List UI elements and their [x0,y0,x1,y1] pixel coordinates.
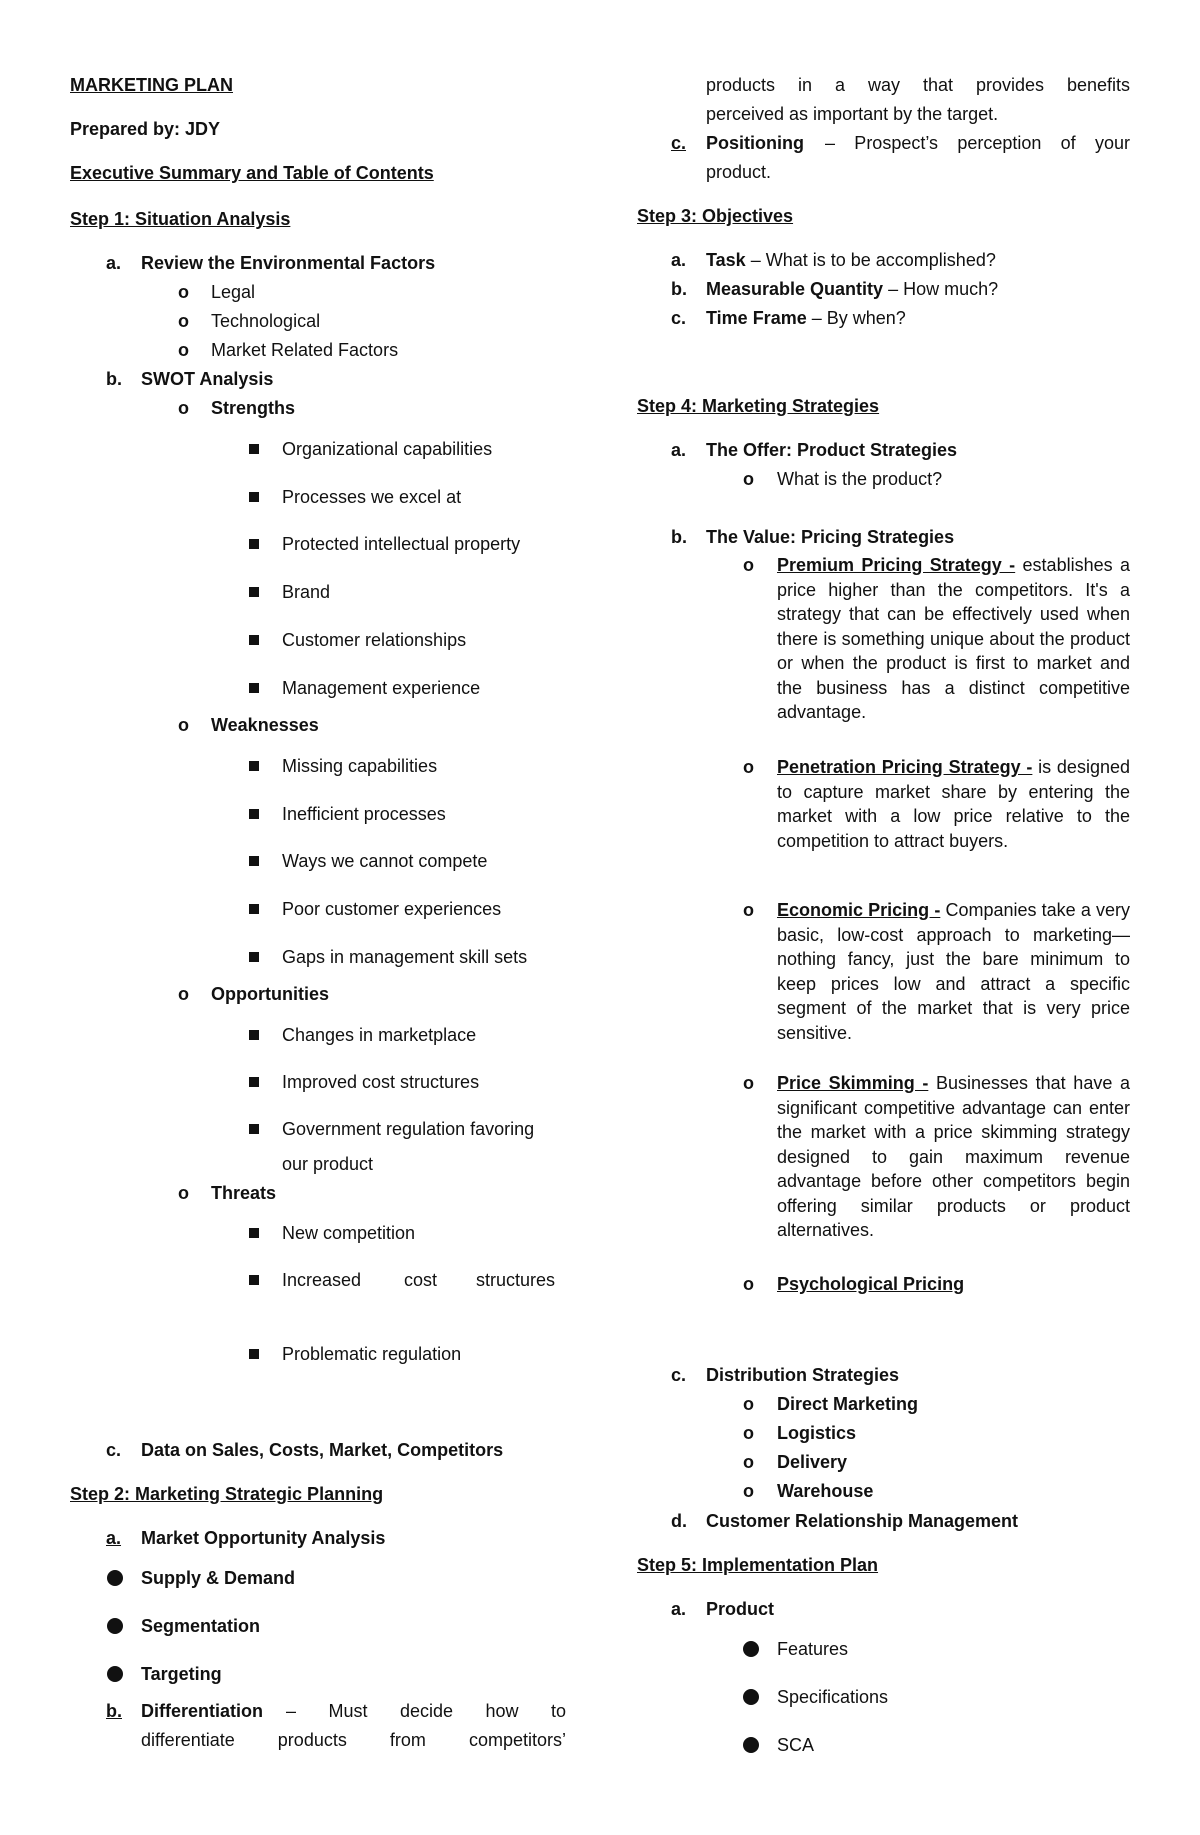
differentiation-text-1: – Must decide how to [286,1701,566,1721]
square-bullet-icon [249,1349,259,1359]
step3-a-marker: a. [671,250,687,270]
step1-a-marker: a. [106,253,122,273]
step2-b-marker: b. [106,1701,122,1721]
premium-pricing-paragraph [777,553,1130,725]
step3-heading: Step 3: Objectives [637,206,794,226]
step1-heading: Step 1: Situation Analysis [70,209,291,229]
square-bullet-icon [249,1030,259,1040]
square-bullet-icon [249,492,259,502]
distribution-item: Warehouse [777,1481,874,1501]
step1-c-marker: c. [106,1440,122,1460]
strength-item: Organizational capabilities [282,439,493,459]
weakness-item: Gaps in management skill sets [282,947,528,967]
step4-a-marker: a. [671,440,687,460]
square-bullet-icon [249,539,259,549]
square-bullet-icon [249,761,259,771]
step4-c-marker: c. [671,1365,687,1385]
circle-bullet: o [743,469,754,489]
square-bullet-icon [249,809,259,819]
step5-a-label: Product [706,1599,775,1619]
strength-item: Protected intellectual property [282,534,521,554]
step1-b-label: SWOT Analysis [141,369,274,389]
opportunity-item-continued: our product [282,1154,374,1174]
economic-pricing-paragraph [777,898,1130,1045]
premium-pricing-text: establishes a price higher than the competitors. It's a strategy that can be effectively used when there is something unique about the product or when the product is first to market and the business has a distinct competitive advantage. [777,555,1130,722]
square-bullet-icon [249,1275,259,1285]
step4-b-marker: b. [671,527,687,547]
square-bullet-icon [249,587,259,597]
market-analysis-item: Supply & Demand [141,1568,296,1588]
penetration-pricing-title: Penetration Pricing Strategy - [777,757,1033,777]
step2-a-label: Market Opportunity Analysis [141,1528,386,1548]
step1-b-marker: b. [106,369,122,389]
circle-bullet: o [743,1423,754,1443]
product-plan-item: Features [777,1639,849,1659]
circle-bullet: o [743,1394,754,1414]
step4-heading: Step 4: Marketing Strategies [637,396,880,416]
env-factor-item: Legal [211,282,256,302]
threat-item: Problematic regulation [282,1344,462,1364]
positioning-text-1: – Prospect’s perception of your [825,133,1130,153]
strengths-label: Strengths [211,398,296,418]
objective-label: Task [706,250,746,270]
price-skimming-text: Businesses that have a significant competitive advantage can enter the market with a price skimming strategy designed to gain maximum revenue advantage before other competitors begin offering similar products or product alternatives. [777,1073,1130,1240]
square-bullet-icon [249,1228,259,1238]
round-bullet-icon [743,1689,759,1705]
exec-summary-heading: Executive Summary and Table of Contents [70,163,434,183]
prepared-by: Prepared by: JDY [70,119,221,139]
economic-pricing-text: Companies take a very basic, low-cost approach to marketing—nothing fancy, just the bare minimum to keep prices low and attract a specific segment of the market that is very price sensitive. [777,900,1131,1043]
strength-item: Customer relationships [282,630,467,650]
opportunity-item: Improved cost structures [282,1072,480,1092]
weakness-item: Missing capabilities [282,756,438,776]
market-analysis-item: Targeting [141,1664,222,1684]
circle-bullet: o [743,1274,754,1294]
penetration-pricing-text: is designed to capture market share by entering the market with a low price relative to the competition to attract buyers. [777,757,1130,851]
square-bullet-icon [249,904,259,914]
objective-text: – By when? [811,308,906,328]
weaknesses-label: Weaknesses [211,715,319,735]
step1-a-label: Review the Environmental Factors [141,253,436,273]
objective-text: – How much? [888,279,999,299]
step4-a-label: The Offer: Product Strategies [706,440,958,460]
distribution-item: Logistics [777,1423,857,1443]
threat-item-word: structures [476,1270,556,1290]
step3-c-marker: c. [671,308,687,328]
step4-d-marker: d. [671,1511,687,1531]
distribution-item: Delivery [777,1452,848,1472]
step2-c-marker: c. [671,133,687,153]
strength-item: Management experience [282,678,481,698]
weakness-item: Ways we cannot compete [282,851,488,871]
step1-c-label: Data on Sales, Costs, Market, Competitors [141,1440,504,1460]
circle-bullet: o [178,715,189,735]
circle-bullet: o [178,1183,189,1203]
step2-c-label: Positioning [706,133,804,153]
distribution-item: Direct Marketing [777,1394,919,1414]
square-bullet-icon [249,683,259,693]
psychological-pricing-title: Psychological Pricing [777,1274,965,1294]
differentiation-text-4: perceived as important by the target. [706,104,999,124]
square-bullet-icon [249,856,259,866]
round-bullet-icon [107,1618,123,1634]
step2-a-marker: a. [106,1528,122,1548]
strength-item: Brand [282,582,331,602]
round-bullet-icon [107,1666,123,1682]
step5-heading: Step 5: Implementation Plan [637,1555,879,1575]
circle-bullet: o [178,282,189,302]
opportunity-item: Changes in marketplace [282,1025,477,1045]
square-bullet-icon [249,444,259,454]
step2-b-label: Differentiation [141,1701,264,1721]
circle-bullet: o [743,1481,754,1501]
differentiation-text-2: differentiate products from competitors’ [141,1730,566,1750]
product-plan-item: Specifications [777,1687,889,1707]
objective-text: – What is to be accomplished? [750,250,996,270]
circle-bullet: o [178,398,189,418]
circle-bullet: o [178,340,189,360]
product-plan-item: SCA [777,1735,815,1755]
product-strategy-item: What is the product? [777,469,943,489]
round-bullet-icon [743,1737,759,1753]
opportunity-item: Government regulation favoring [282,1119,535,1139]
circle-bullet: o [743,1452,754,1472]
step5-a-marker: a. [671,1599,687,1619]
doc-title: MARKETING PLAN [70,75,233,95]
circle-bullet: o [178,311,189,331]
weakness-item: Inefficient processes [282,804,446,824]
square-bullet-icon [249,635,259,645]
circle-bullet: o [743,555,754,575]
threats-label: Threats [211,1183,277,1203]
step3-b-marker: b. [671,279,687,299]
threat-item: New competition [282,1223,416,1243]
price-skimming-title: Price Skimming - [777,1073,929,1093]
market-analysis-item: Segmentation [141,1616,261,1636]
env-factor-item: Technological [211,311,321,331]
objective-label: Time Frame [706,308,807,328]
env-factor-item: Market Related Factors [211,340,399,360]
circle-bullet: o [743,1073,754,1093]
opportunities-label: Opportunities [211,984,329,1004]
penetration-pricing-paragraph [777,755,1130,853]
step4-b-label: The Value: Pricing Strategies [706,527,955,547]
square-bullet-icon [249,1124,259,1134]
economic-pricing-title: Economic Pricing - [777,900,941,920]
step4-c-label: Distribution Strategies [706,1365,900,1385]
step2-heading: Step 2: Marketing Strategic Planning [70,1484,384,1504]
differentiation-text-3: products in a way that provides benefits [706,75,1130,95]
square-bullet-icon [249,1077,259,1087]
circle-bullet: o [743,757,754,777]
threat-item-word: cost [404,1270,438,1290]
circle-bullet: o [743,900,754,920]
price-skimming-paragraph [777,1071,1130,1243]
objective-label: Measurable Quantity [706,279,884,299]
positioning-text-2: product. [706,162,772,182]
round-bullet-icon [107,1570,123,1586]
weakness-item: Poor customer experiences [282,899,502,919]
circle-bullet: o [178,984,189,1004]
square-bullet-icon [249,952,259,962]
step4-d-label: Customer Relationship Management [706,1511,1019,1531]
strength-item: Processes we excel at [282,487,462,507]
round-bullet-icon [743,1641,759,1657]
premium-pricing-title: Premium Pricing Strategy - [777,555,1016,575]
threat-item-word: Increased [282,1270,362,1290]
